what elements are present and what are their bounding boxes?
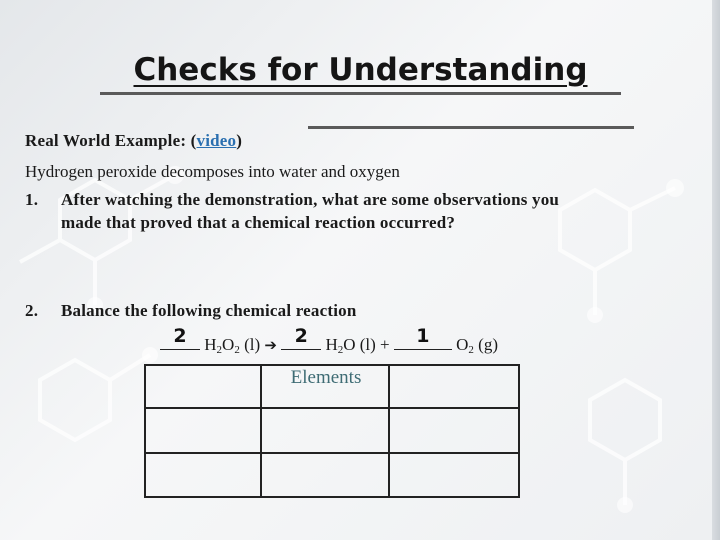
coefficient-blank-2[interactable] [281,325,321,350]
example-suffix: ) [236,131,243,150]
coefficient-answer-2: 2 [294,325,308,347]
title-rule-secondary [308,126,634,129]
question-text: After watching the demonstration, what are some observations you [61,190,560,209]
example-prefix: Real World Example: ( [25,131,197,150]
question-number: 1. [25,190,39,209]
example-description: Hydrogen peroxide decomposes into water and oxygen [25,162,400,181]
reactant-state: (l) [244,335,261,354]
product-oxygen: $O_2$ [456,335,474,356]
question-2 [25,300,357,322]
coefficient-blank-1[interactable] [160,325,200,350]
reactant-formula: $H_2O_2$ [204,335,240,356]
chemical-equation [160,325,498,361]
video-link[interactable]: video [196,131,237,150]
reaction-arrow-icon: ➔ [264,336,277,354]
question-number: 2. [25,301,39,320]
product-water: $H_2O$ (l) + [325,335,390,356]
table-row-divider [144,407,520,409]
coefficient-answer-3: 1 [416,325,430,347]
table-row-divider [144,452,520,454]
right-border [712,0,720,540]
table-header-elements: Elements [290,367,362,388]
coefficient-blank-3[interactable] [394,325,452,350]
slide-title: Checks for Understanding [133,52,588,88]
question-text: Balance the following chemical reaction [61,301,357,320]
question-1 [25,189,559,211]
product-oxygen-state: (g) [478,335,498,354]
title-rule [100,92,621,95]
coefficient-answer-1: 2 [173,325,187,347]
question-1-continued: made that proved that a chemical reaction occurred? [61,213,456,232]
real-world-example-line [25,130,242,152]
